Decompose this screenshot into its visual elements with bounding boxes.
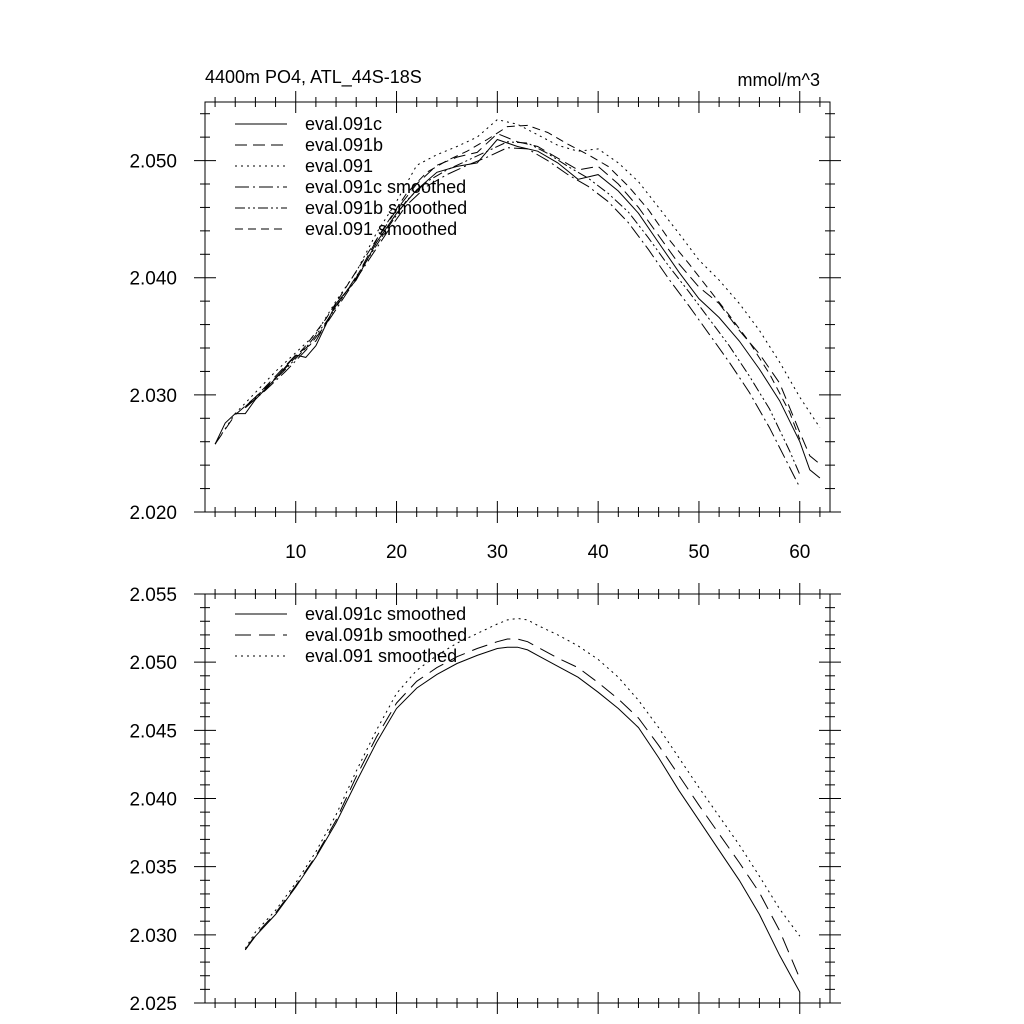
legend-label: eval.091c smoothed — [305, 604, 467, 624]
x-tick-label: 60 — [789, 542, 811, 563]
legend-label: eval.091c — [305, 114, 383, 134]
x-tick-label: 30 — [486, 542, 508, 563]
y-tick-label: 2.045 — [129, 721, 177, 743]
plot-frame — [205, 102, 830, 512]
top-panel — [129, 67, 841, 563]
x-tick-label: 50 — [688, 542, 710, 563]
legend-label: eval.091 smoothed — [305, 219, 458, 239]
axis-ticks — [194, 91, 841, 523]
x-tick-label: 20 — [385, 542, 408, 563]
y-tick-label: 2.030 — [129, 925, 177, 947]
legend-label: eval.091b — [305, 135, 384, 155]
top-panel-title: 4400m PO4, ATL_44S-18S — [205, 67, 422, 87]
y-tick-label: 2.055 — [129, 585, 177, 606]
y-tick-label: 2.050 — [129, 653, 177, 675]
y-tick-label: 2.025 — [129, 994, 177, 1015]
legend-label: eval.091b smoothed — [305, 625, 468, 645]
y-tick-label: 2.040 — [129, 789, 177, 811]
series-line — [245, 619, 800, 949]
y-tick-label: 2.020 — [129, 503, 177, 524]
series-line — [245, 639, 800, 979]
y-tick-label: 2.040 — [129, 268, 177, 290]
legend-label: eval.091 smoothed — [305, 646, 458, 666]
y-tick-label: 2.035 — [129, 857, 177, 879]
legend-label: eval.091c smoothed — [305, 177, 467, 197]
x-tick-label: 10 — [285, 542, 307, 563]
y-tick-label: 2.030 — [129, 385, 177, 407]
plot-frame — [205, 594, 830, 1003]
series-line — [245, 647, 800, 992]
top-panel-units: mmol/m^3 — [737, 70, 820, 90]
bottom-panel — [129, 583, 841, 1015]
y-tick-label: 2.050 — [129, 151, 177, 173]
legend-label: eval.091b smoothed — [305, 198, 468, 218]
legend-label: eval.091 — [305, 156, 374, 176]
x-tick-label: 40 — [587, 542, 609, 563]
